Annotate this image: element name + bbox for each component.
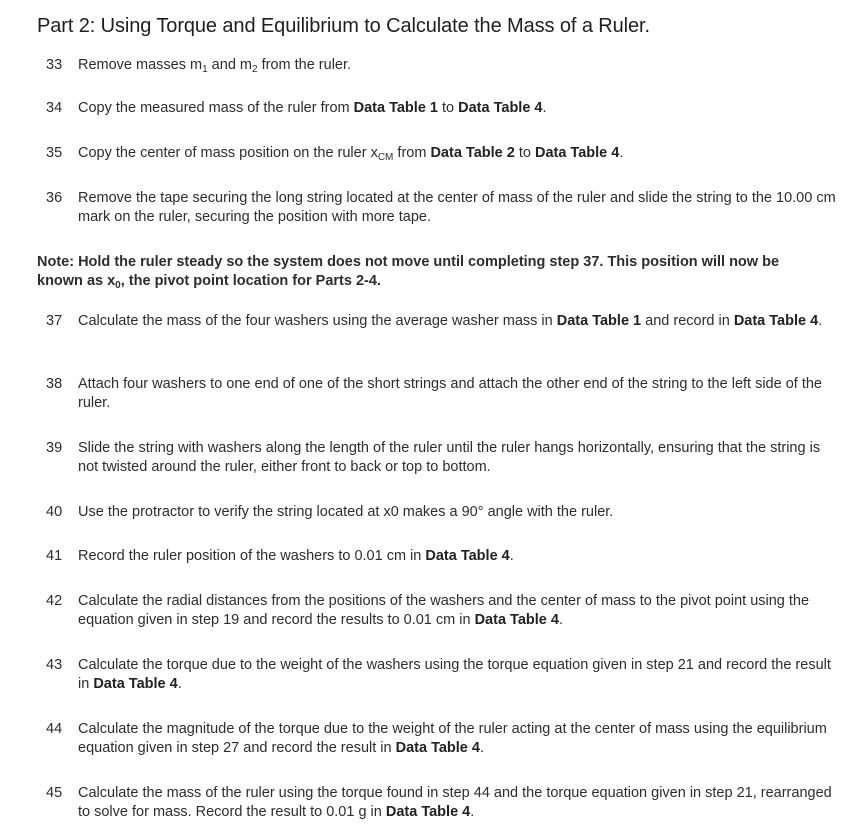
step-number: 38 — [46, 376, 63, 392]
step-number: 45 — [46, 785, 63, 801]
step-number: 33 — [46, 57, 63, 73]
step-number: 39 — [46, 440, 63, 456]
note-callout: Note: Hold the ruler steady so the system does not move until completing step 37. This position will now be known as $x_0$, the pivot point location for Parts 2-4. — [37, 254, 780, 291]
step-number: 40 — [46, 504, 63, 520]
step-text: Calculate the mass of the ruler using the torque found in step 44 and the torque equation given in step 21, rearranged to solve for mass. Record the result to 0.01 g in Data Table 4. — [78, 785, 832, 820]
step-text: Attach four washers to one end of one of the short strings and attach the other end of the string to the left side of the ruler. — [78, 376, 822, 411]
step-text: Copy the center of mass position on the ruler $x_{CM}$ from Data Table 2 to Data Table 4. — [78, 145, 624, 163]
step-text: Remove masses $m_1$ and $m_2$ from the ruler. — [78, 57, 352, 75]
step-text: Record the ruler position of the washers to 0.01 cm in Data Table 4. — [78, 548, 514, 564]
step-text: Calculate the magnitude of the torque due to the weight of the ruler acting at the center of mass using the equilibrium equation given in step 27 and record the result in Data Table 4. — [78, 721, 827, 756]
step-number: 35 — [46, 145, 63, 161]
step-text: Use the protractor to verify the string located at x0 makes a 90° angle with the ruler. — [78, 504, 614, 520]
page-title: Part 2: Using Torque and Equilibrium to Calculate the Mass of a Ruler. — [37, 15, 650, 37]
step-number: 36 — [46, 190, 63, 206]
step-number: 41 — [46, 548, 63, 564]
step-text: Calculate the radial distances from the positions of the washers and the center of mass to the pivot point using the equation given in step 19 and record the results to 0.01 cm in Data Table 4. — [78, 593, 810, 628]
step-number: 44 — [46, 721, 63, 737]
step-text: Slide the string with washers along the length of the ruler until the ruler hangs horizontally, ensuring that the string is not twisted around the ruler, either front to back or top to bottom. — [78, 440, 821, 475]
step-text: Calculate the torque due to the weight of the washers using the torque equation given in step 21 and record the result in Data Table 4. — [78, 657, 831, 692]
step-text: Remove the tape securing the long string located at the center of mass of the ruler and slide the string to the 10.00 cm mark on the ruler, securing the position with more tape. — [78, 190, 836, 225]
step-text: Calculate the mass of the four washers using the average washer mass in Data Table 1 and record in Data Table 4. — [78, 313, 823, 329]
step-number: 42 — [46, 593, 63, 609]
step-text: Copy the measured mass of the ruler from Data Table 1 to Data Table 4. — [78, 100, 547, 116]
step-number: 37 — [46, 313, 63, 329]
step-number: 34 — [46, 100, 63, 116]
step-number: 43 — [46, 657, 63, 673]
